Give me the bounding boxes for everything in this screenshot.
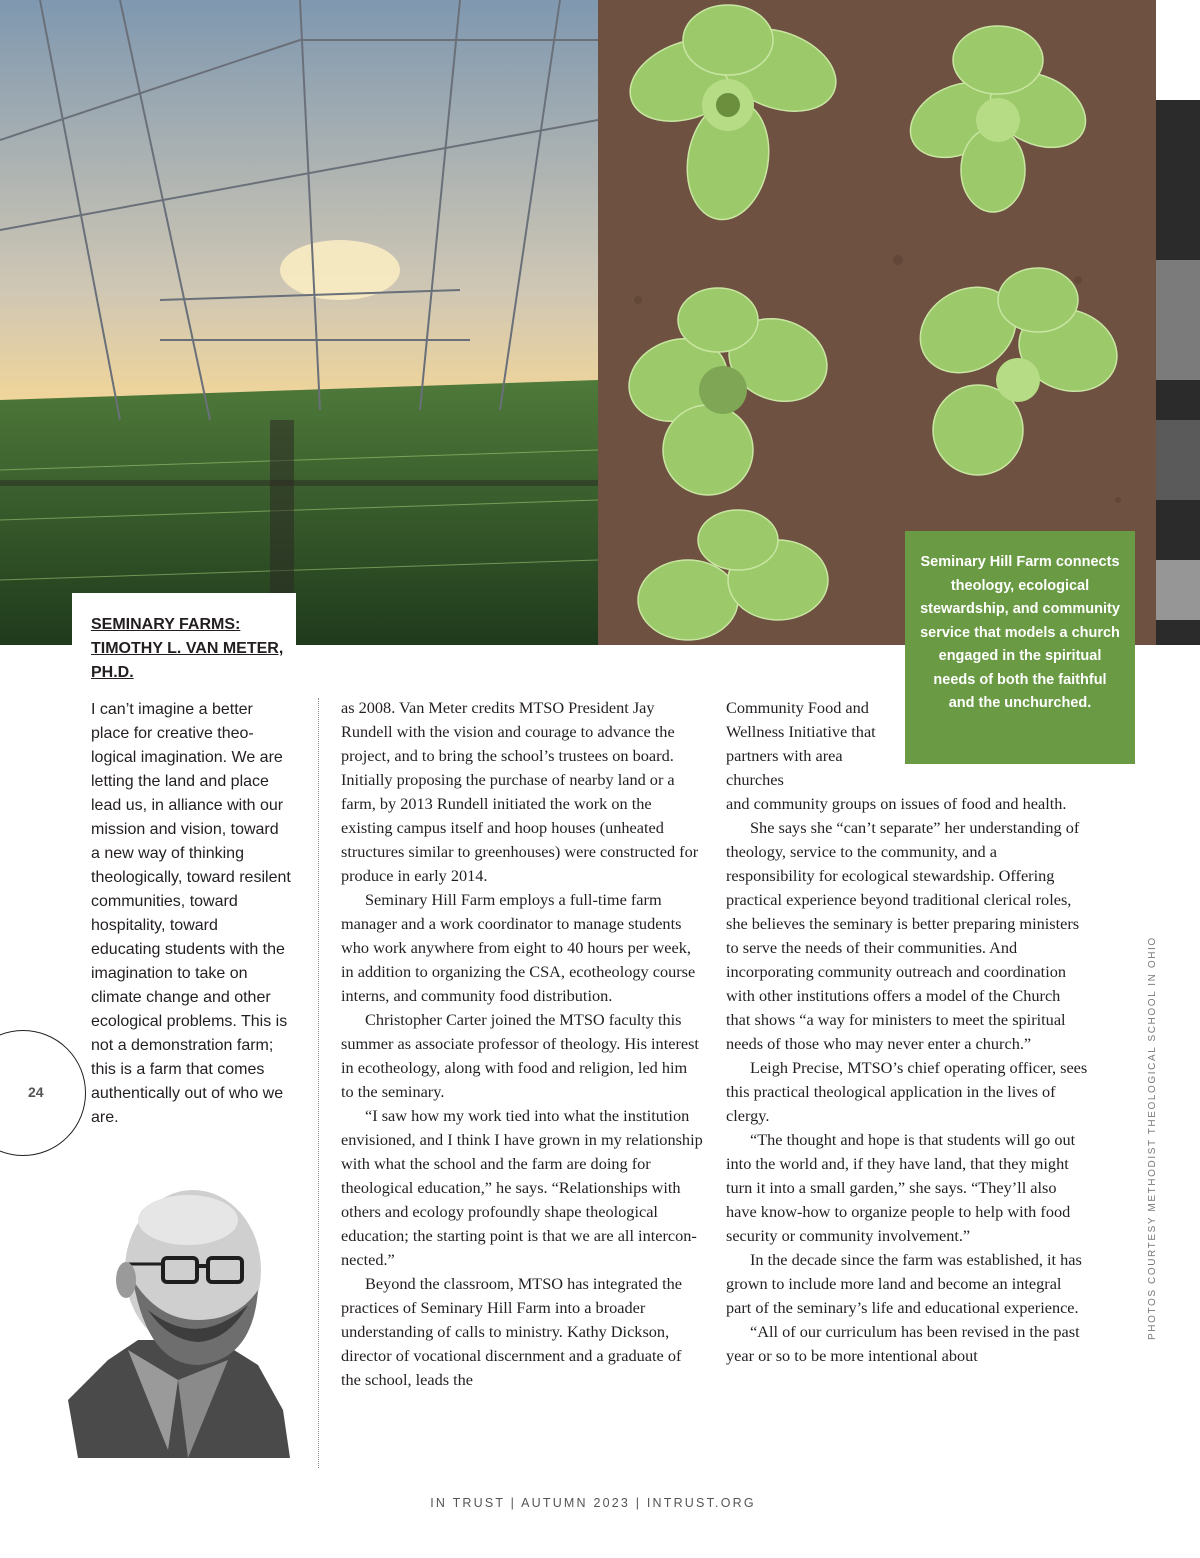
- paragraph: Community Food and Wellness Initiative that partners with area churches: [726, 698, 876, 789]
- paragraph: as 2008. Van Meter credits MTSO President Jay Rundell with the vision and courage to advance the project, and to bring the school’s trustees on board. Initially proposing the purchase of nearby land or a farm, by 2013 Rundell initiated the work on the existing campus itself and hoop houses (unheated structures similar to greenhouses) were constructed for produce in early 2014.: [341, 698, 699, 885]
- portrait-illustration: [68, 1190, 290, 1458]
- page-number: 24: [28, 1084, 44, 1100]
- sidebar-quote: I can’t imagine a better place for creative theological imagination. We are letting the land and place lead us, in alliance with our mission and vision, toward a new way of thinking theologically, toward resilent communities, toward hospitality, toward educating students with the imagination to take on climate change and other ecological problems. This is not a demonstration farm; this is a farm that comes authentically out of who we are.: [91, 701, 291, 1126]
- greenhouse-photo: [0, 0, 598, 645]
- paragraph: Seminary Hill Farm employs a full-time farm manager and a work coordinator to manage students who work anywhere from eight to 40 hours per week, in addition to organizing the CSA, ecotheology course interns, and community food distribution.: [341, 890, 696, 1005]
- paragraph: In the decade since the farm was established, it has grown to include more land and become an integral part of the seminary’s life and educational experience.: [726, 1250, 1082, 1317]
- paragraph: “I saw how my work tied into what the institution envisioned, and I think I have grown in my relationship with what the school and the farm are doing for theological education,” he says. “Relationships with others and ecology profoundly shape theological education; the starting point is that we are all interconnected.”: [341, 1106, 703, 1269]
- pull-quote-text: Seminary Hill Farm connects theology, ecological stewardship, and community service that models a church engaged in the spiritual needs of both the faithful and the unchurched.: [920, 554, 1120, 711]
- bw-landscape-photo-strip: [1156, 0, 1200, 645]
- photo-credit-text: PHOTOS COURTESY METHODIST THEOLOGICAL SCHOOL IN OHIO: [1147, 936, 1158, 1340]
- paragraph: and community groups on issues of food and health.: [726, 794, 1067, 813]
- paragraph: She says she “can’t separate” her understanding of theology, service to the community, and a responsibility for ecological stewardship. Offering practical experience beyond traditional clerical roles, she believes the seminary is better preparing ministers to serve the needs of their communities. And incorporating community outreach and coordination with other institutions offers a model of the Church that shows “a way for ministers to meet the spiritual needs of those who may never enter a church.”: [726, 818, 1080, 1053]
- paragraph: Beyond the classroom, MTSO has integrated the practices of Seminary Hill Farm into a broader understanding of calls to ministry. Kathy Dickson, director of vocational discernment and a graduate of the school, leads the: [341, 1274, 682, 1389]
- paragraph: Christopher Carter joined the MTSO faculty this summer as associate professor of theology. His interest in ecotheology, along with food and religion, led him to the seminary.: [341, 1010, 699, 1101]
- paragraph: “The thought and hope is that students will go out into the world and, if they have land, that they might turn it into a small garden,” she says. “They’ll also have know-how to organize people to help with food security or community involvement.”: [726, 1130, 1076, 1245]
- sidebar-headline: SEMINARY FARMS: TIMOTHY L. VAN METER, PH.D.: [91, 616, 284, 681]
- article-column-2: [341, 696, 703, 1392]
- pull-quote-box: [905, 531, 1135, 764]
- paragraph: “All of our curriculum has been revised in the past year or so to be more intentional about: [726, 1322, 1080, 1365]
- paragraph: Leigh Precise, MTSO’s chief operating officer, sees this practical theological application in the lives of clergy.: [726, 1058, 1088, 1125]
- column-divider: [318, 698, 319, 1468]
- article-column-3: [726, 696, 1088, 1368]
- page-footer: IN TRUST | AUTUMN 2023 | INTRUST.ORG: [430, 1496, 756, 1510]
